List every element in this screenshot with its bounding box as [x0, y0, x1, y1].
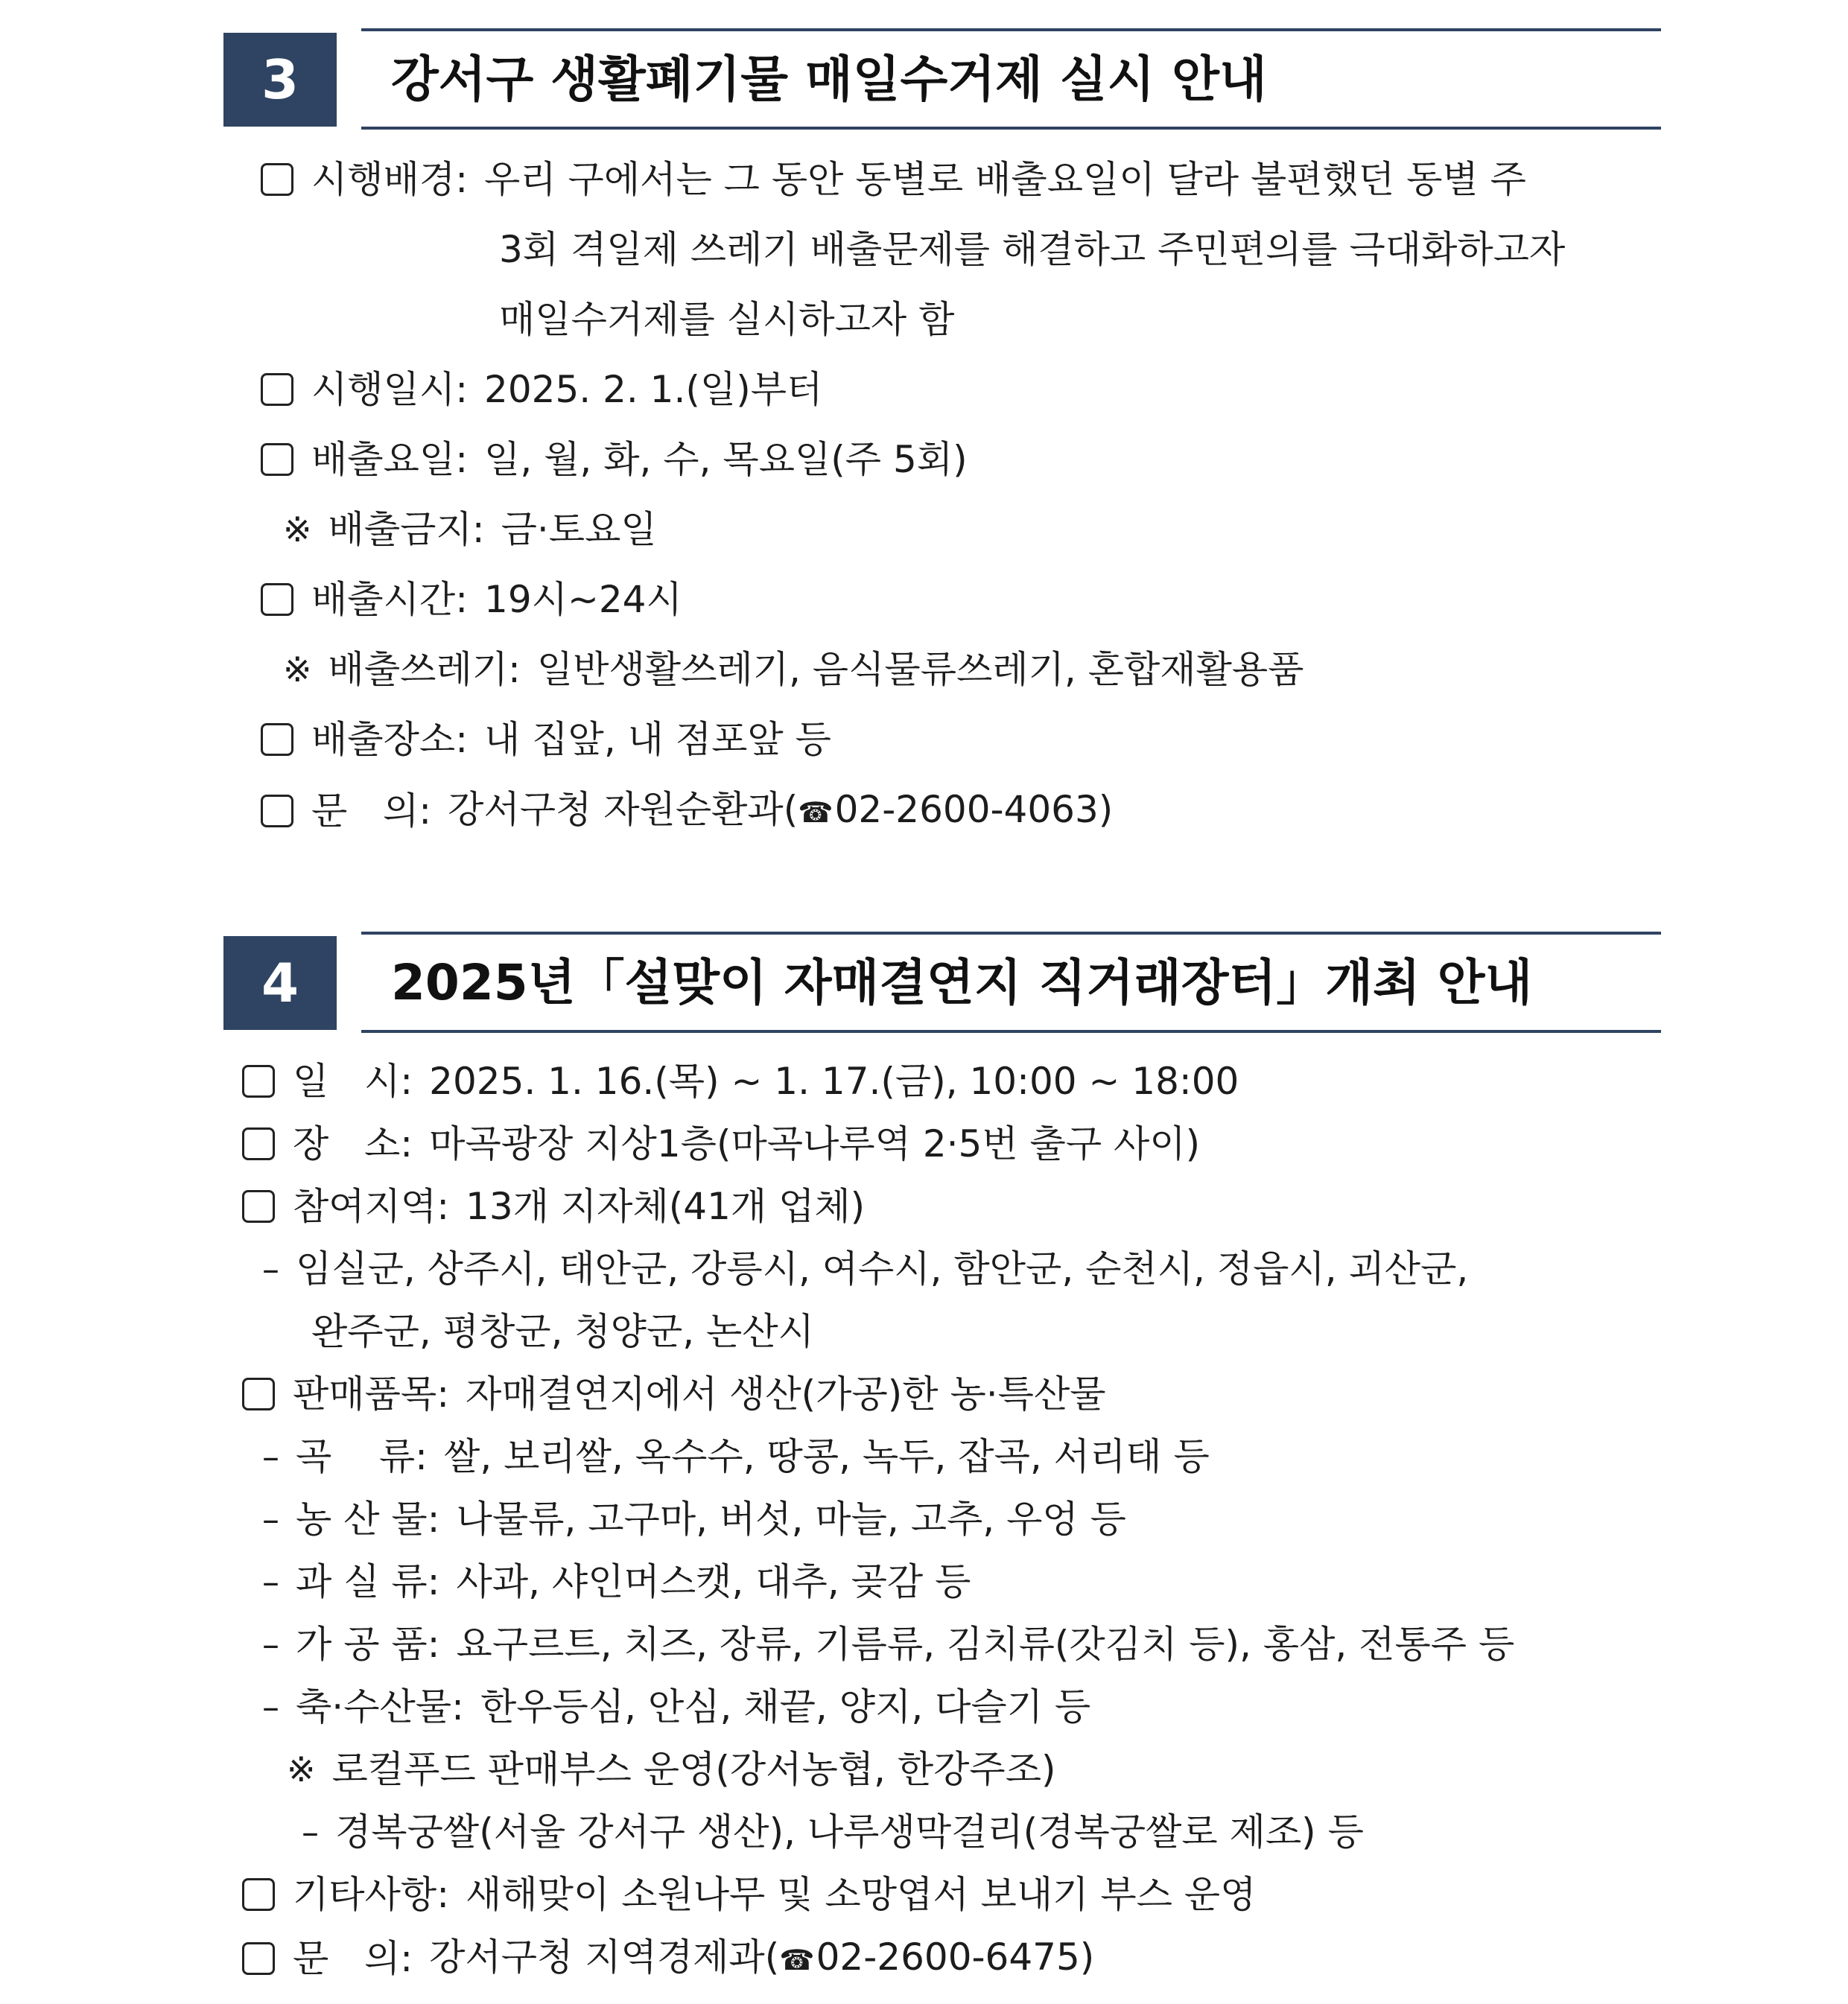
phone-icon: ☎: [798, 796, 833, 829]
contact-number: 02-2600-4063): [834, 788, 1114, 831]
category-label: 농 산 물:: [296, 1498, 440, 1541]
note-prohibited: [283, 506, 657, 553]
note-local-food: [287, 1746, 1056, 1793]
item-value: [429, 1934, 1094, 1983]
checkbox-icon: [242, 1878, 275, 1911]
item-label: 기타사항:: [293, 1873, 450, 1916]
header-rule-top: [361, 932, 1661, 935]
regions-list-line-1: 임실군, 상주시, 태안군, 강릉시, 여수시, 함안군, 순천시, 정읍시, 괴산군,: [296, 1247, 1469, 1291]
contact-office: 강서구청 자원순환과(: [448, 788, 798, 831]
checkbox-icon: [242, 1378, 275, 1410]
checkbox-icon: [261, 163, 293, 196]
item-products: [242, 1371, 1106, 1417]
contact-office: 강서구청 지역경제과(: [429, 1935, 780, 1979]
item-label: 문 의:: [311, 789, 432, 833]
item-datetime: [242, 1058, 1239, 1104]
item-label: 배출시간:: [311, 578, 469, 621]
section-3-header: [223, 33, 1661, 130]
category-label: 과 실 류:: [296, 1560, 440, 1603]
category-processed: [262, 1621, 1514, 1667]
category-label: 축·수산물:: [296, 1685, 464, 1728]
checkbox-icon: [261, 723, 293, 756]
section-4-header: [223, 936, 1661, 1033]
dash-bullet: –: [262, 1437, 279, 1477]
item-days: [261, 436, 968, 483]
item-label: 시행배경:: [311, 158, 469, 201]
checkbox-icon: [242, 1190, 275, 1223]
note-local-food-detail: [302, 1809, 1364, 1855]
category-fruits: [262, 1559, 971, 1605]
item-label: 문 의:: [293, 1937, 413, 1980]
dash-bullet: –: [262, 1499, 279, 1539]
item-label: 배출쓰레기:: [328, 648, 521, 691]
item-contact: [242, 1934, 1094, 1983]
category-grains: [262, 1434, 1210, 1480]
checkbox-icon: [242, 1127, 275, 1160]
item-label: 장 소:: [293, 1122, 413, 1165]
dash-bullet: –: [262, 1624, 279, 1664]
item-etc: [242, 1871, 1256, 1918]
item-contact: [261, 786, 1113, 836]
category-value: 요구르트, 치즈, 장류, 기름류, 김치류(갓김치 등), 홍삼, 전통주 등: [456, 1623, 1515, 1666]
checkbox-icon: [242, 1065, 275, 1098]
category-label: 가 공 품:: [296, 1623, 440, 1666]
item-value: 19시~24시: [484, 578, 682, 621]
note-text: 로컬푸드 판매부스 운영(강서농협, 한강주조): [331, 1748, 1056, 1791]
item-value: 금·토요일: [501, 508, 657, 551]
regions-list-line-2: 완주군, 평창군, 청양군, 논산시: [311, 1310, 814, 1353]
checkbox-icon: [242, 1942, 275, 1975]
item-value: 새해맞이 소원나무 및 소망엽서 보내기 부스 운영: [466, 1873, 1257, 1916]
item-label: 판매품목:: [293, 1372, 450, 1416]
dash-bullet: –: [262, 1249, 279, 1289]
header-rule-bottom: [361, 1030, 1661, 1033]
note-waste-types: [283, 646, 1304, 693]
item-value: 우리 구에서는 그 동안 동별로 배출요일이 달라 불편했던 동별 주: [484, 158, 1526, 201]
section-number: 3: [223, 33, 337, 127]
category-farm-produce: [262, 1496, 1126, 1542]
item-value: 내 집앞, 내 점포앞 등: [484, 718, 831, 761]
checkbox-icon: [261, 795, 293, 827]
section-title: 강서구 생활폐기물 매일수거제 실시 안내: [391, 51, 1267, 108]
item-value: 일반생활쓰레기, 음식물류쓰레기, 혼합재활용품: [536, 648, 1304, 691]
item-background-line-3: 매일수거제를 실시하고자 함: [499, 298, 955, 341]
note-detail-text: 경복궁쌀(서울 강서구 생산), 나루생막걸리(경복궁쌀로 제조) 등: [335, 1810, 1364, 1854]
category-label: 곡 류:: [296, 1435, 428, 1478]
dash-bullet: –: [262, 1562, 279, 1602]
item-value: 13개 지자체(41개 업체): [466, 1185, 866, 1228]
contact-number: 02-2600-6475): [816, 1935, 1095, 1979]
item-value: 자매결연지에서 생산(가공)한 농·특산물: [466, 1372, 1106, 1416]
item-label: 배출요일:: [311, 438, 469, 481]
reference-mark-icon: ※: [287, 1749, 316, 1790]
item-value: 마곡광장 지상1층(마곡나루역 2·5번 출구 사이): [429, 1122, 1201, 1165]
item-start-date: [261, 366, 822, 413]
item-label: 배출장소:: [311, 718, 469, 761]
item-label: 참여지역:: [293, 1185, 450, 1228]
reference-mark-icon: ※: [283, 509, 312, 550]
category-livestock-seafood: [262, 1684, 1090, 1730]
item-label: 일 시:: [293, 1060, 413, 1103]
item-value: 일, 월, 화, 수, 목요일(주 5회): [484, 438, 968, 481]
item-location: [242, 1121, 1200, 1167]
item-value: 2025. 2. 1.(일)부터: [484, 368, 823, 411]
phone-icon: ☎: [779, 1944, 815, 1976]
item-value: 2025. 1. 16.(목) ~ 1. 17.(금), 10:00 ~ 18:00: [429, 1060, 1239, 1103]
item-label: 시행일시:: [311, 368, 469, 411]
item-value: [448, 786, 1113, 836]
category-value: 한우등심, 안심, 채끝, 양지, 다슬기 등: [480, 1685, 1091, 1728]
header-rule-bottom: [361, 127, 1661, 130]
checkbox-icon: [261, 443, 293, 476]
item-place: [261, 716, 831, 763]
regions-list: [262, 1246, 1468, 1292]
item-time: [261, 576, 682, 623]
header-rule-top: [361, 28, 1661, 31]
section-title: 2025년「설맞이 자매결연지 직거래장터」개최 안내: [391, 954, 1533, 1011]
category-value: 나물류, 고구마, 버섯, 마늘, 고추, 우엉 등: [456, 1498, 1126, 1541]
reference-mark-icon: ※: [283, 649, 312, 690]
checkbox-icon: [261, 373, 293, 406]
dash-bullet: –: [302, 1812, 319, 1852]
checkbox-icon: [261, 583, 293, 616]
item-background: [261, 156, 1526, 203]
item-regions: [242, 1183, 865, 1230]
category-value: 쌀, 보리쌀, 옥수수, 땅콩, 녹두, 잡곡, 서리태 등: [444, 1435, 1210, 1478]
item-label: 배출금지:: [328, 508, 485, 551]
item-background-line-2: 3회 격일제 쓰레기 배출문제를 해결하고 주민편의를 극대화하고자: [499, 228, 1566, 271]
category-value: 사과, 샤인머스캣, 대추, 곶감 등: [456, 1560, 971, 1603]
section-number: 4: [223, 936, 337, 1030]
dash-bullet: –: [262, 1687, 279, 1727]
